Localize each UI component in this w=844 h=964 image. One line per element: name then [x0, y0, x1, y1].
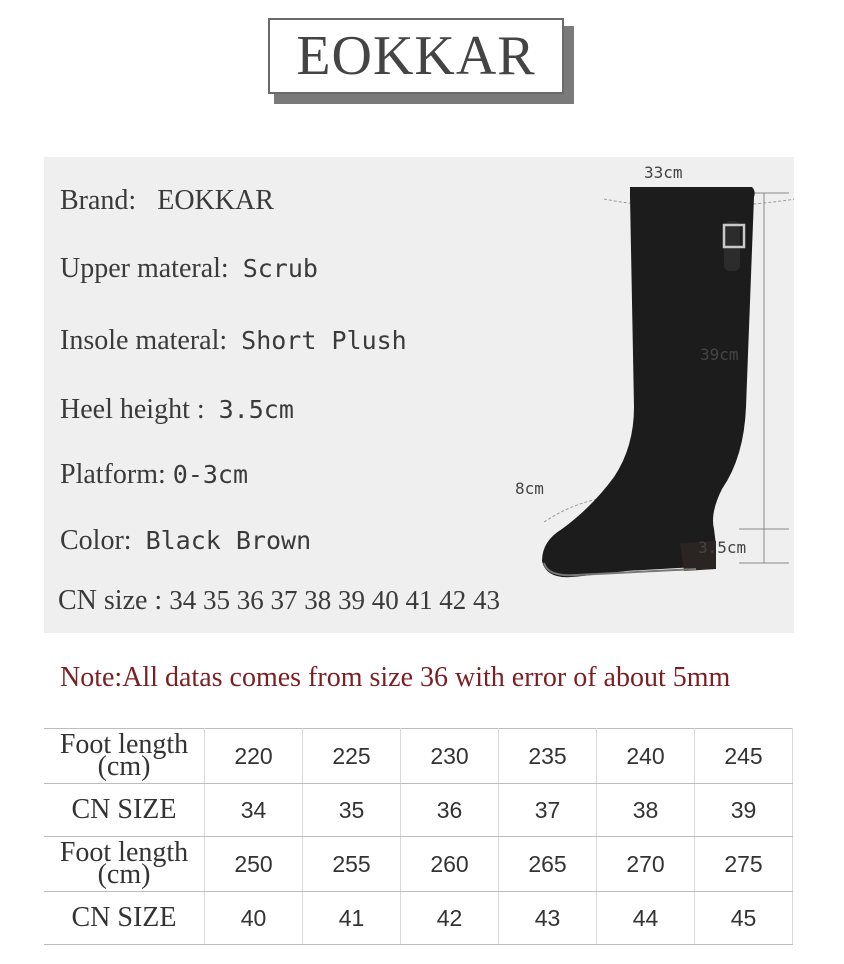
- table-cell: 260: [401, 837, 499, 892]
- table-cell: 265: [499, 837, 597, 892]
- spec-insole: [60, 325, 407, 357]
- spec-heel-value: 3.5cm: [218, 395, 294, 424]
- table-cell: 230: [401, 729, 499, 784]
- spec-cn-size-label: CN size :: [58, 585, 163, 616]
- table-cell: 38: [597, 784, 695, 837]
- table-cell: 41: [303, 892, 401, 945]
- header-line: (cm): [97, 751, 151, 782]
- spec-color-value: Black Brown: [145, 526, 312, 555]
- spec-brand-value: EOKKAR: [157, 185, 274, 216]
- table-cell: 240: [597, 729, 695, 784]
- row-header: [44, 837, 205, 892]
- dim-heel-height: 3.5cm: [698, 538, 747, 557]
- table-cell: 43: [499, 892, 597, 945]
- spec-upper: [60, 253, 318, 285]
- spec-platform-label: Platform:: [60, 459, 166, 490]
- table-cell: 255: [303, 837, 401, 892]
- row-header: CN SIZE: [44, 784, 205, 837]
- table-row: [44, 729, 793, 784]
- spec-heel-label: Heel height :: [60, 394, 205, 425]
- spec-upper-label: Upper materal:: [60, 253, 229, 284]
- spec-platform: [60, 459, 248, 491]
- table-cell: 250: [205, 837, 303, 892]
- row-header: CN SIZE: [44, 892, 205, 945]
- spec-cn-size: [58, 585, 500, 617]
- table-row: [44, 784, 793, 837]
- spec-cn-size-value: 34 35 36 37 38 39 40 41 42 43: [169, 585, 500, 615]
- measurement-note: Note:All datas comes from size 36 with error of about 5mm: [60, 662, 731, 693]
- table-row: [44, 837, 793, 892]
- header-line: (cm): [97, 859, 151, 890]
- spec-upper-value: Scrub: [242, 254, 318, 283]
- row-header: [44, 729, 205, 784]
- table-cell: 270: [597, 837, 695, 892]
- table-cell: 220: [205, 729, 303, 784]
- table-cell: 39: [695, 784, 793, 837]
- table-cell: 45: [695, 892, 793, 945]
- dim-top-circumference: 33cm: [644, 163, 683, 182]
- spec-insole-label: Insole materal:: [60, 325, 228, 356]
- header-line: Foot length: [59, 837, 189, 868]
- table-row: [44, 892, 793, 945]
- table-cell: 36: [401, 784, 499, 837]
- table-cell: 35: [303, 784, 401, 837]
- table-cell: 245: [695, 729, 793, 784]
- table-cell: 37: [499, 784, 597, 837]
- table-cell: 225: [303, 729, 401, 784]
- size-table: [44, 728, 793, 945]
- table-cell: 275: [695, 837, 793, 892]
- dim-shaft-height: 39cm: [700, 345, 739, 364]
- dim-ankle-width: 8cm: [515, 479, 544, 498]
- spec-brand-label: Brand:: [60, 185, 137, 216]
- table-cell: 44: [597, 892, 695, 945]
- header-line: Foot length: [59, 729, 189, 760]
- spec-brand: [60, 185, 274, 217]
- table-cell: 40: [205, 892, 303, 945]
- spec-platform-value: 0-3cm: [172, 460, 249, 489]
- spec-color-label: Color:: [60, 525, 132, 556]
- table-cell: 235: [499, 729, 597, 784]
- logo-text: EOKKAR: [268, 18, 564, 94]
- table-cell: 34: [205, 784, 303, 837]
- spec-color: [60, 525, 311, 557]
- spec-heel: [60, 394, 294, 426]
- brand-logo: [268, 18, 574, 104]
- spec-panel: [44, 157, 794, 633]
- table-cell: 42: [401, 892, 499, 945]
- boot-illustration: [484, 157, 794, 633]
- spec-insole-value: Short Plush: [241, 326, 407, 355]
